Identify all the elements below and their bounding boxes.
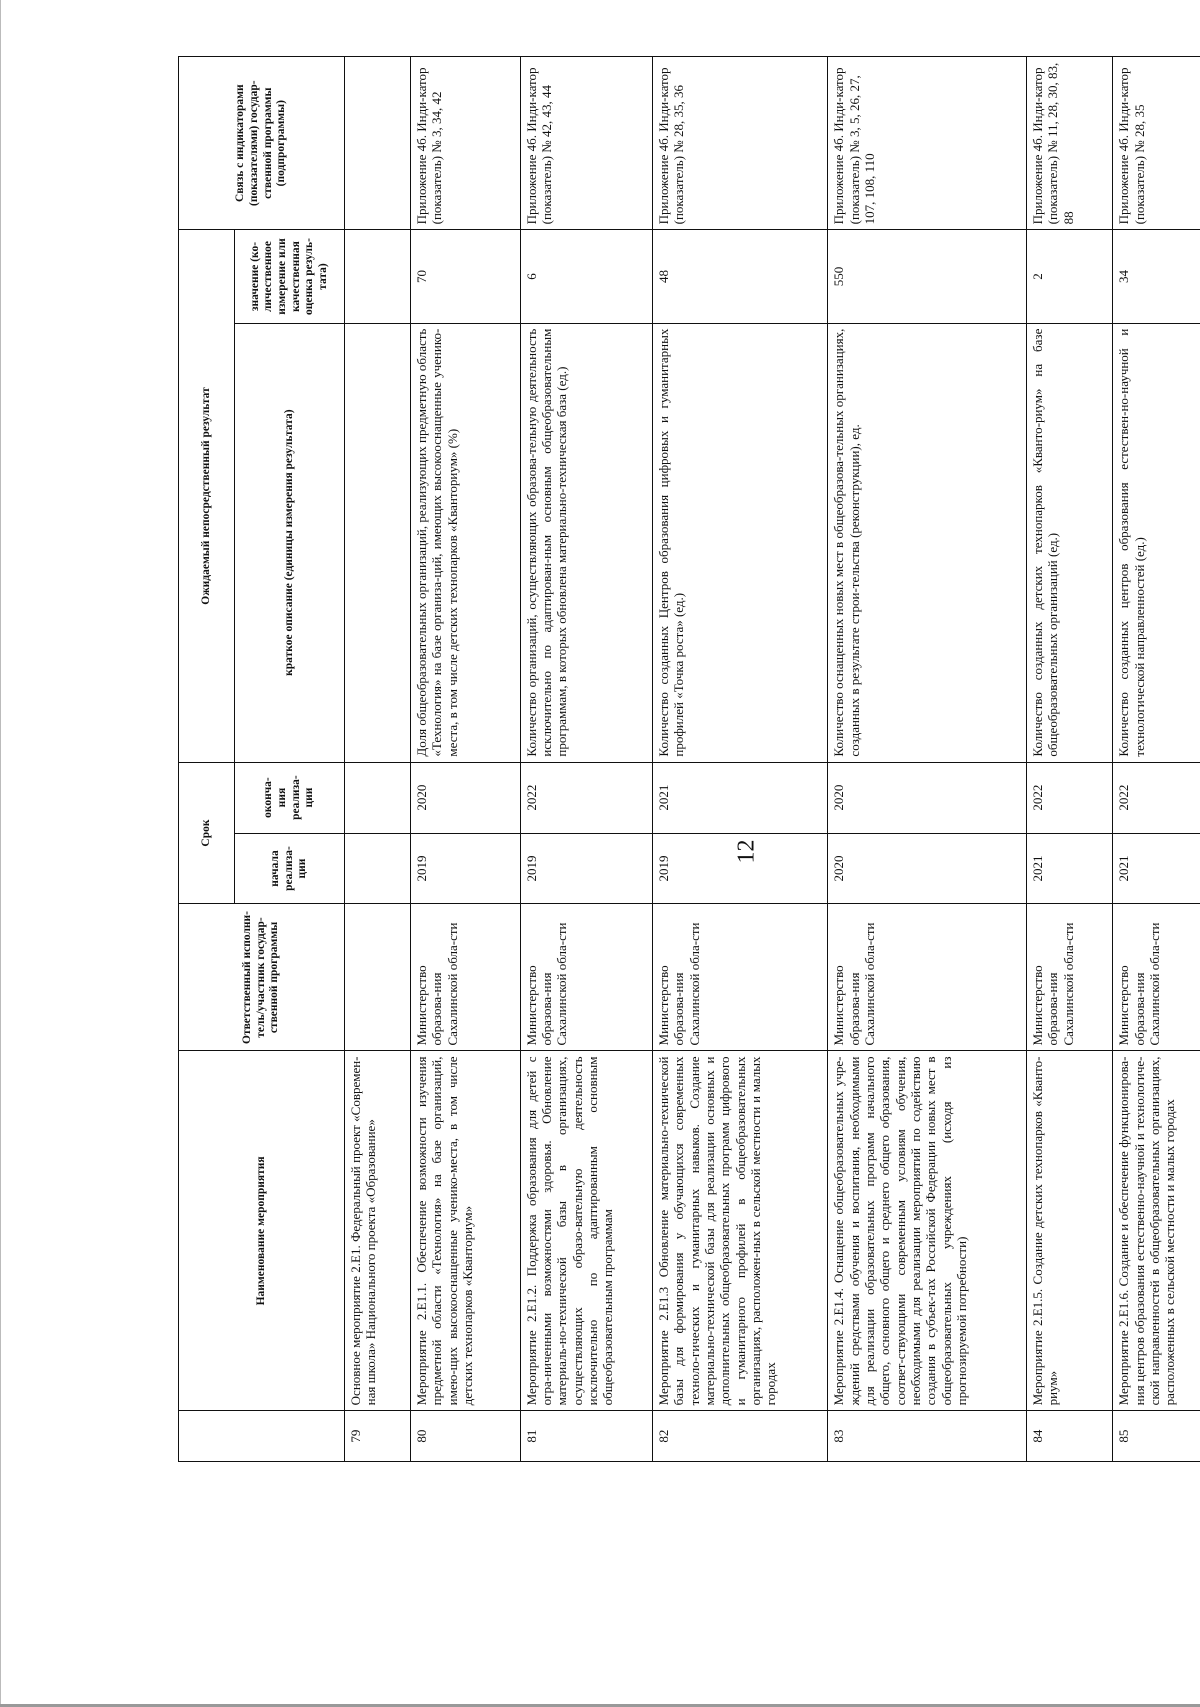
row-value: 70: [411, 230, 520, 323]
row-start: 2021: [1026, 833, 1113, 904]
header-number: [179, 1411, 345, 1462]
scan-edge-line: [0, 0, 1, 1707]
row-desc: Доля общеобразовательных организаций, реализующих предметную область «Технология» на базе организа-ций, имеющих высокооснащенные ученико-места, в том числе детских технопарков «Кванториум» (%): [411, 323, 520, 762]
header-value: значение (ко-личественное измерение или качественная оценка резуль-тата): [235, 230, 345, 323]
row-value: 48: [652, 230, 828, 323]
row-start: 2019: [652, 833, 828, 904]
row-value: 34: [1113, 230, 1200, 323]
row-value: 2: [1026, 230, 1113, 323]
row-desc: Количество созданных Центров образования цифровых и гуманитарных профилей «Точка роста» (ед.): [652, 323, 828, 762]
row-name: Мероприятие 2.Е1.4. Оснащение общеобразовательных учре-ждений средствами обучения и воспитания, необходимыми для реализации образовательных программ начального общего, основного общего и среднего общего образования, соответ-ствующими современным условиям обучения, необходимыми для реализации мероприятий по содействию создания в субъек-тах Российской Федерации новых мест в общеобразовательных учреждениях (исходя из прогнозируемой потребности): [828, 1051, 1026, 1411]
row-end: 2020: [411, 762, 520, 833]
table-row: [520, 57, 652, 1462]
header-result: Ожидаемый непосредственный результат: [179, 230, 235, 762]
header-desc: краткое описание (единицы измерения результата): [235, 323, 345, 762]
header-start: начала реализа-ции: [235, 833, 345, 904]
row-desc: Количество созданных детских технопарков «Кванто-риум» на базе общеобразовательных организаций (ед.): [1026, 323, 1113, 762]
table-row: [345, 57, 411, 1462]
page-number: 12: [733, 839, 760, 864]
table-row: [411, 57, 520, 1462]
row-name: Мероприятие 2.Е1.3 Обновление материально-технической базы для формирования у обучающихся современных техноло-гических и гуманитарных навыков. Создание материально-технической базы для реализации основных и дополнительных общеобразовательных программ цифрового и гуманитарного профилей в общеобразовательных организациях, расположен-ных в сельской местности и малых городах: [652, 1051, 828, 1411]
header-link: Связь с индикаторами (показателями) государ-ственной программы (подпрограммы): [179, 57, 345, 230]
row-value: [345, 230, 411, 323]
row-end: 2022: [520, 762, 652, 833]
row-link: [345, 57, 411, 230]
header-executor: Ответственный исполни-тель/участник государ-ственной программы: [179, 904, 345, 1051]
row-number: 84: [1026, 1411, 1113, 1462]
row-name: Мероприятие 2.Е1.5. Создание детских технопарков «Кванто-риум»: [1026, 1051, 1113, 1411]
row-end: 2022: [1113, 762, 1200, 833]
row-name: Мероприятие 2.Е1.6. Создание и обеспечение функционирова-ния центров образования естественно-научной и технологиче-ской направленностей в общеобразовательных организациях, расположенных в сельской местности и малых городах: [1113, 1051, 1200, 1411]
row-link: Приложение 4б. Инди-катор (показатель) № 11, 28, 30, 83, 88: [1026, 57, 1113, 230]
row-executor: Министерство образова-ния Сахалинской обла-сти: [520, 904, 652, 1051]
row-number: 82: [652, 1411, 828, 1462]
row-start: 2020: [828, 833, 1026, 904]
row-name: Основное мероприятие 2.Е1. Федеральный проект «Современ-ная школа» Национального проекта «Образование»: [345, 1051, 411, 1411]
row-start: 2019: [520, 833, 652, 904]
row-value: 6: [520, 230, 652, 323]
table-row: [1113, 57, 1200, 1462]
activities-table: [178, 56, 1200, 1462]
row-number: 80: [411, 1411, 520, 1462]
row-name: Мероприятие 2.Е1.2. Поддержка образования для детей с огра-ниченными возможностями здоровья. Обновление материаль-но-технической базы в организациях, осуществляющих образо-вательную деятельность исключительно по адаптированным основным общеобразовательным программам: [520, 1051, 652, 1411]
row-number: 83: [828, 1411, 1026, 1462]
row-number: 81: [520, 1411, 652, 1462]
row-start: 2019: [411, 833, 520, 904]
row-executor: [345, 904, 411, 1051]
row-link: Приложение 4б. Инди-катор (показатель) № 42, 43, 44: [520, 57, 652, 230]
row-end: 2022: [1026, 762, 1113, 833]
row-end: [345, 762, 411, 833]
table-row: [828, 57, 1026, 1462]
document-table-wrapper: [178, 56, 1200, 1462]
header-term: Срок: [179, 762, 235, 904]
header-name: Наименование мероприятия: [179, 1051, 345, 1411]
row-executor: Министерство образова-ния Сахалинской обла-сти: [411, 904, 520, 1051]
row-link: Приложение 4б. Инди-катор (показатель) № 3, 5, 26, 27, 107, 108, 110: [828, 57, 1026, 230]
row-link: Приложение 4б. Инди-катор (показатель) № 28, 35, 36: [652, 57, 828, 230]
row-desc: Количество организаций, осуществляющих образова-тельную деятельность исключительно по адаптирован-ным основным общеобразовательным программам, в которых обновлена материально-техническая база (ед.): [520, 323, 652, 762]
table-row: [652, 57, 828, 1462]
row-end: 2020: [828, 762, 1026, 833]
row-executor: Министерство образова-ния Сахалинской обла-сти: [652, 904, 828, 1051]
row-link: Приложение 4б. Инди-катор (показатель) № 28, 35: [1113, 57, 1200, 230]
row-executor: Министерство образова-ния Сахалинской обла-сти: [1113, 904, 1200, 1051]
row-end: 2021: [652, 762, 828, 833]
row-value: 550: [828, 230, 1026, 323]
row-desc: Количество созданных центров образования естествен-но-научной и технологической направленностей (ед.): [1113, 323, 1200, 762]
row-start: [345, 833, 411, 904]
row-desc: Количество оснащенных новых мест в общеобразова-тельных организациях, созданных в результате строи-тельства (реконструкции), ед.: [828, 323, 1026, 762]
row-number: 79: [345, 1411, 411, 1462]
row-link: Приложение 4б. Инди-катор (показатель) № 3, 34, 42: [411, 57, 520, 230]
header-end: оконча-ния реализа-ции: [235, 762, 345, 833]
row-start: 2021: [1113, 833, 1200, 904]
row-name: Мероприятие 2.Е1.1. Обеспечение возможности изучения предметной области «Технология» на базе организаций, имею-щих высокооснащенные ученико-места, в том числе детских технопарков «Кванториум»: [411, 1051, 520, 1411]
row-desc: [345, 323, 411, 762]
row-executor: Министерство образова-ния Сахалинской обла-сти: [828, 904, 1026, 1051]
row-executor: Министерство образова-ния Сахалинской обла-сти: [1026, 904, 1113, 1051]
row-number: 85: [1113, 1411, 1200, 1462]
table-row: [1026, 57, 1113, 1462]
